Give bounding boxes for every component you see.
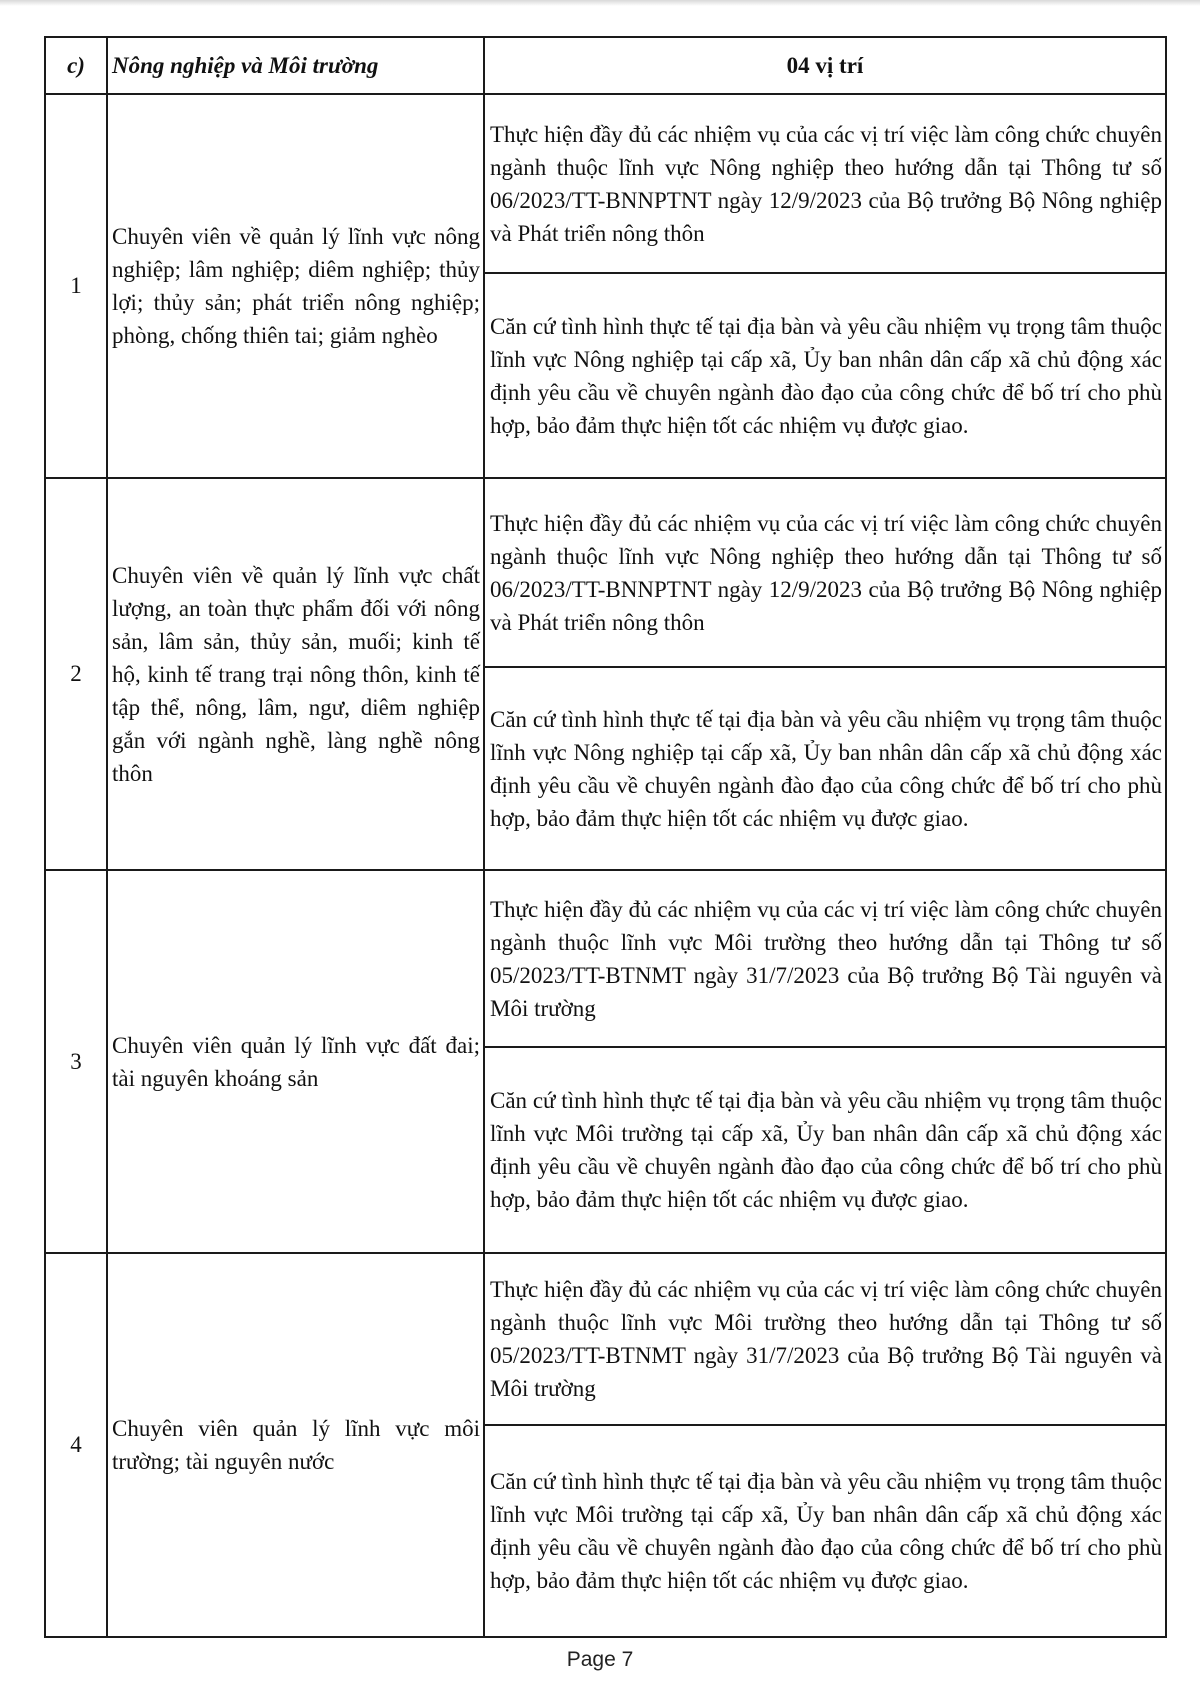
training-requirement: Căn cứ tình hình thực tế tại địa bàn và yêu cầu nhiệm vụ trọng tâm thuộc lĩnh vực Nông nghiệp tại cấp xã, Ủy ban nhân dân cấp xã chủ động xác định yêu cầu về chuyên ngành đào đạo của công chức để bố trí cho phù hợp, bảo đảm thực hiện tốt các nhiệm vụ được giao. [484,273,1166,478]
row-number: 3 [45,870,107,1253]
page-number: Page 7 [566,1648,634,1671]
training-requirement: Căn cứ tình hình thực tế tại địa bàn và yêu cầu nhiệm vụ trọng tâm thuộc lĩnh vực Môi trường tại cấp xã, Ủy ban nhân dân cấp xã chủ động xác định yêu cầu về chuyên ngành đào đạo của công chức để bố trí cho phù hợp, bảo đảm thực hiện tốt các nhiệm vụ được giao. [484,1047,1166,1253]
position-name: Chuyên viên về quản lý lĩnh vực chất lượng, an toàn thực phẩm đối với nông sản, lâm sản, thủy sản, muối; kinh tế hộ, kinh tế trang trại nông thôn, kinh tế tập thể, nông, lâm, ngư, diêm nghiệp gắn với ngành nghề, làng nghề nông thôn [107,478,484,870]
row-number: 2 [45,478,107,870]
section-title: Nông nghiệp và Môi trường [107,37,484,94]
table-row [45,478,1166,667]
section-index: c) [45,37,107,94]
section-header-row [45,37,1166,94]
table-row [45,94,1166,273]
section-position-count: 04 vị trí [484,37,1166,94]
training-requirement: Căn cứ tình hình thực tế tại địa bàn và yêu cầu nhiệm vụ trọng tâm thuộc lĩnh vực Môi trường tại cấp xã, Ủy ban nhân dân cấp xã chủ động xác định yêu cầu về chuyên ngành đào đạo của công chức để bố trí cho phù hợp, bảo đảm thực hiện tốt các nhiệm vụ được giao. [484,1425,1166,1637]
job-positions-table [44,36,1167,1638]
position-name: Chuyên viên quản lý lĩnh vực đất đai; tài nguyên khoáng sản [107,870,484,1253]
page-top-edge [0,0,1200,6]
position-name: Chuyên viên quản lý lĩnh vực môi trường; tài nguyên nước [107,1253,484,1637]
row-number: 1 [45,94,107,478]
row-number: 4 [45,1253,107,1637]
task-description: Thực hiện đầy đủ các nhiệm vụ của các vị trí việc làm công chức chuyên ngành thuộc lĩnh vực Môi trường theo hướng dẫn tại Thông tư số 05/2023/TT-BTNMT ngày 31/7/2023 của Bộ trưởng Bộ Tài nguyên và Môi trường [484,1253,1166,1425]
table-row [45,1253,1166,1425]
table-row [45,870,1166,1047]
task-description: Thực hiện đầy đủ các nhiệm vụ của các vị trí việc làm công chức chuyên ngành thuộc lĩnh vực Nông nghiệp theo hướng dẫn tại Thông tư số 06/2023/TT-BNNPTNT ngày 12/9/2023 của Bộ trưởng Bộ Nông nghiệp và Phát triển nông thôn [484,478,1166,667]
task-description: Thực hiện đầy đủ các nhiệm vụ của các vị trí việc làm công chức chuyên ngành thuộc lĩnh vực Môi trường theo hướng dẫn tại Thông tư số 05/2023/TT-BTNMT ngày 31/7/2023 của Bộ trưởng Bộ Tài nguyên và Môi trường [484,870,1166,1047]
training-requirement: Căn cứ tình hình thực tế tại địa bàn và yêu cầu nhiệm vụ trọng tâm thuộc lĩnh vực Nông nghiệp tại cấp xã, Ủy ban nhân dân cấp xã chủ động xác định yêu cầu về chuyên ngành đào đạo của công chức để bố trí cho phù hợp, bảo đảm thực hiện tốt các nhiệm vụ được giao. [484,667,1166,870]
task-description: Thực hiện đầy đủ các nhiệm vụ của các vị trí việc làm công chức chuyên ngành thuộc lĩnh vực Nông nghiệp theo hướng dẫn tại Thông tư số 06/2023/TT-BNNPTNT ngày 12/9/2023 của Bộ trưởng Bộ Nông nghiệp và Phát triển nông thôn [484,94,1166,273]
position-name: Chuyên viên về quản lý lĩnh vực nông nghiệp; lâm nghiệp; diêm nghiệp; thủy lợi; thủy sản; phát triển nông nghiệp; phòng, chống thiên tai; giảm nghèo [107,94,484,478]
